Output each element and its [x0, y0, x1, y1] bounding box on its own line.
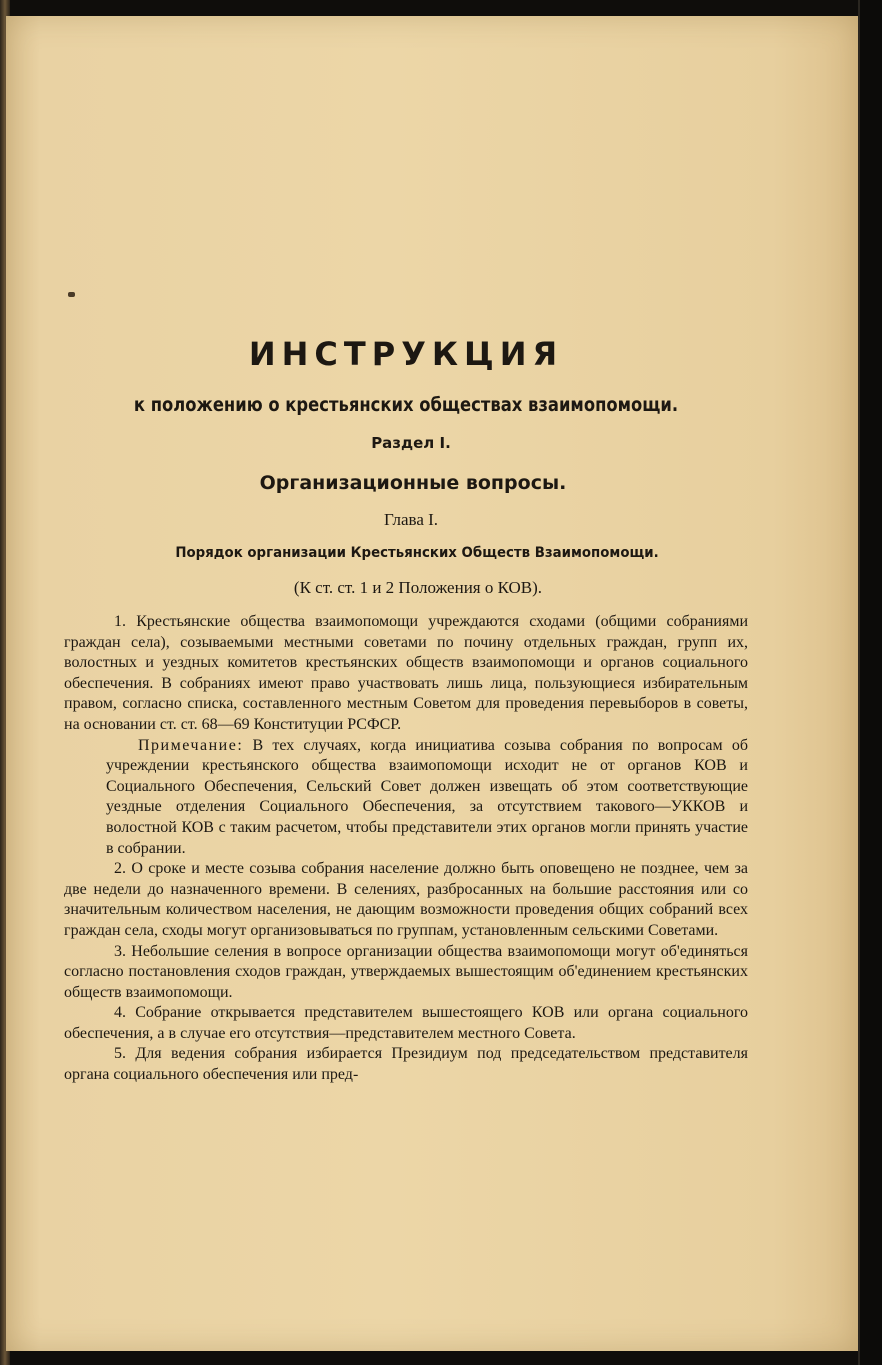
document-title: ИНСТРУКЦИЯ [248, 335, 564, 373]
article-reference: (К ст. ст. 1 и 2 Положения о КОВ). [293, 578, 543, 597]
section-title: Организационные вопросы. [259, 472, 567, 494]
ink-speck [68, 292, 75, 297]
document-text [64, 334, 748, 1086]
note-label: Примечание: [138, 736, 244, 754]
paragraph-4: 4. Собрание открывается представителем вышестоящего КОВ или органа социального обеспечения, а в случае его отсутствия—представителем местного Совета. [64, 1004, 748, 1042]
paragraph-3: 3. Небольшие селения в вопросе организации общества взаимопомощи могут об'единяться согласно постановления сходов граждан, утверждаемых вышестоящим об'единением крестьянских обществ взаимопомощи. [64, 942, 748, 1001]
paragraph-5: 5. Для ведения собрания избирается Президиум под председательством представителя органа социального обеспечения или пред- [64, 1045, 748, 1084]
page-edge-line [858, 0, 860, 1365]
chapter-title: Порядок организации Крестьянских Обществ Взаимопомощи. [175, 545, 659, 561]
note-paragraph [106, 736, 748, 860]
chapter-label: Глава I. [383, 510, 439, 529]
paragraph-1: 1. Крестьянские общества взаимопомощи учреждаются сходами (общими собраниями граждан села), созываемыми местными советами по почину отдельных граждан, групп их, волостных и уездных комитетов крестьянских обществ взаимопомощи и органов социального обеспечения. В собраниях имеют право участвовать лишь лица, пользующиеся избирательным правом, согласно списка, составленного местным Советом для проведения перевыборов в советы, на основании ст. ст. 68—69 Конституции РСФСР. [64, 613, 748, 733]
paragraph-2: 2. О сроке и месте созыва собрания население должно быть оповещено не позднее, чем за две недели до назначенного времени. В селениях, разбросанных на большие расстояния или со значительным количеством населения, не дающим возможности проведения общих собраний всех граждан села, сходы могут организовываться по группам, установленным сельскими Советами. [64, 860, 748, 939]
section-label: Раздел I. [371, 434, 451, 452]
scan-border [858, 0, 882, 1365]
note-text: В тех случаях, когда инициатива созыва собрания по вопросам об учреждении крестьянского общества взаимопомощи исходит не от органов КОВ и Социального Обеспечения, Сельский Совет должен извещать об этом соответствующие уездные отделения Социального Обеспечения, за отсутствием такового—УККОВ и волостной КОВ с таким расчетом, чтобы представители этих органов могли принять участие в собрании. [106, 736, 748, 857]
document-subtitle: к положению о крестьянских обществах взаимопомощи. [133, 393, 679, 416]
